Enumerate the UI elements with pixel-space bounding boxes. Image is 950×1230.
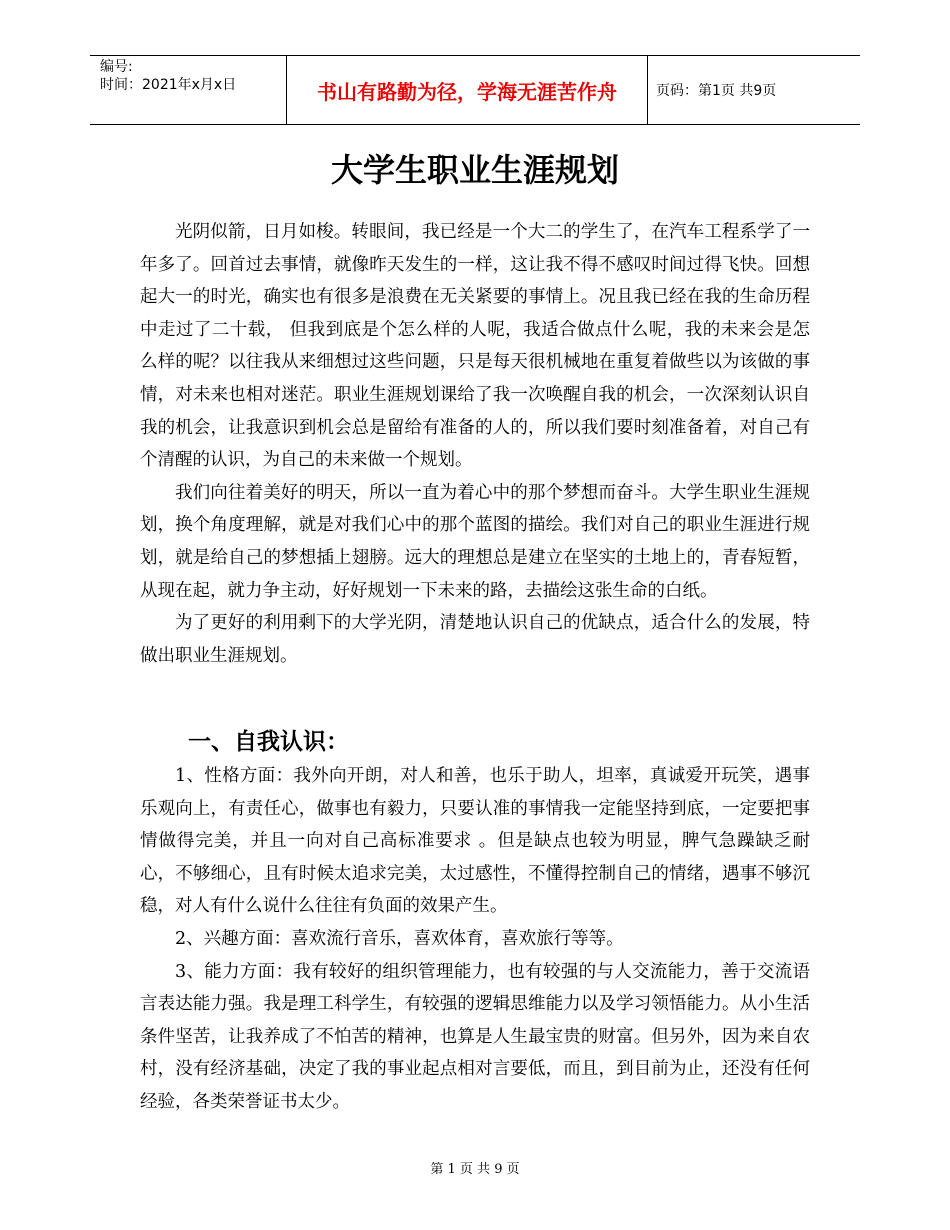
header-motto: 书山有路勤为径，学海无涯苦作舟 <box>286 56 648 124</box>
paragraph: 光阴似箭，日月如梭。转眼间，我已经是一个大二的学生了，在汽车工程系学了一年多了。回首过去事情，就像昨天发生的一样，这让我不得不感叹时间过得飞快。回想起大一的时光，确实也有很多是浪费在无关紧要的事情上。况且我已经在我的生命历程中走过了二十载， 但我到底是个怎么样的人呢，我适合做点什么呢，我的未来会是怎么样的呢？以往我从来细想过这些问题，只是每天很机械地在重复着做些以为该做的事情，对未来也相对迷茫。职业生涯规划课给了我一次唤醒自我的机会，一次深刻认识自我的机会，让我意识到机会总是留给有准备的人的，所以我们要时刻准备着，对自己有个清醒的认识，为自己的未来做一个规划。 <box>140 222 810 471</box>
serial-label: 编号: <box>100 59 133 75</box>
page-header <box>90 55 860 125</box>
paragraph: 为了更好的利用剩下的大学光阴，清楚地认识自己的优缺点，适合什么的发展，特做出职业生涯规划。 <box>140 613 810 666</box>
document-title: 大学生职业生涯规划 <box>330 151 619 189</box>
section-heading: 一、自我认识： <box>188 729 349 755</box>
header-page-info: 页码：第1页 共9页 <box>656 83 777 99</box>
paragraph: 1、性格方面：我外向开朗，对人和善，也乐于助人，坦率，真诚爱开玩笑，遇事乐观向上，有责任心，做事也有毅力，只要认准的事情我一定能坚持到底，一定要把事情做得完美，并且一向对自己高标准要求 。但是缺点也较为明显，脾气急躁缺乏耐心，不够细心，且有时候太追求完美，太过感性，不懂得控制自己的情绪，遇事不够沉稳，对人有什么说什么往往有负面的效果产生。 <box>140 766 810 917</box>
paragraph: 我们向往着美好的明天，所以一直为着心中的那个梦想而奋斗。大学生职业生涯规划，换个角度理解，就是对我们心中的那个蓝图的描绘。我们对自己的职业生涯进行规划，就是给自己的梦想插上翅膀。远大的理想总是建立在坚实的土地上的，青春短暂，从现在起，就力争主动，好好规划一下未来的路，去描绘这张生命的白纸。 <box>140 482 810 601</box>
intro-section <box>140 216 810 672</box>
page-footer: 第 1 页 共 9 页 <box>430 1162 520 1177</box>
paragraph: 2、兴趣方面：喜欢流行音乐，喜欢体育，喜欢旅行等等。 <box>175 928 624 949</box>
paragraph: 3、能力方面：我有较好的组织管理能力，也有较强的与人交流能力，善于交流语言表达能力强。我是理工科学生，有较强的逻辑思维能力以及学习领悟能力。从小生活条件坚苦，让我养成了不怕苦的精神，也算是人生最宝贵的财富。但另外，因为来自农村，没有经济基础，决定了我的事业起点相对言要低，而且，到目前为止，还没有任何经验，各类荣誉证书太少。 <box>140 961 810 1112</box>
time-label: 时间：2021年x月x日 <box>100 77 237 93</box>
header-meta <box>90 56 286 124</box>
self-awareness-section <box>140 760 810 1119</box>
